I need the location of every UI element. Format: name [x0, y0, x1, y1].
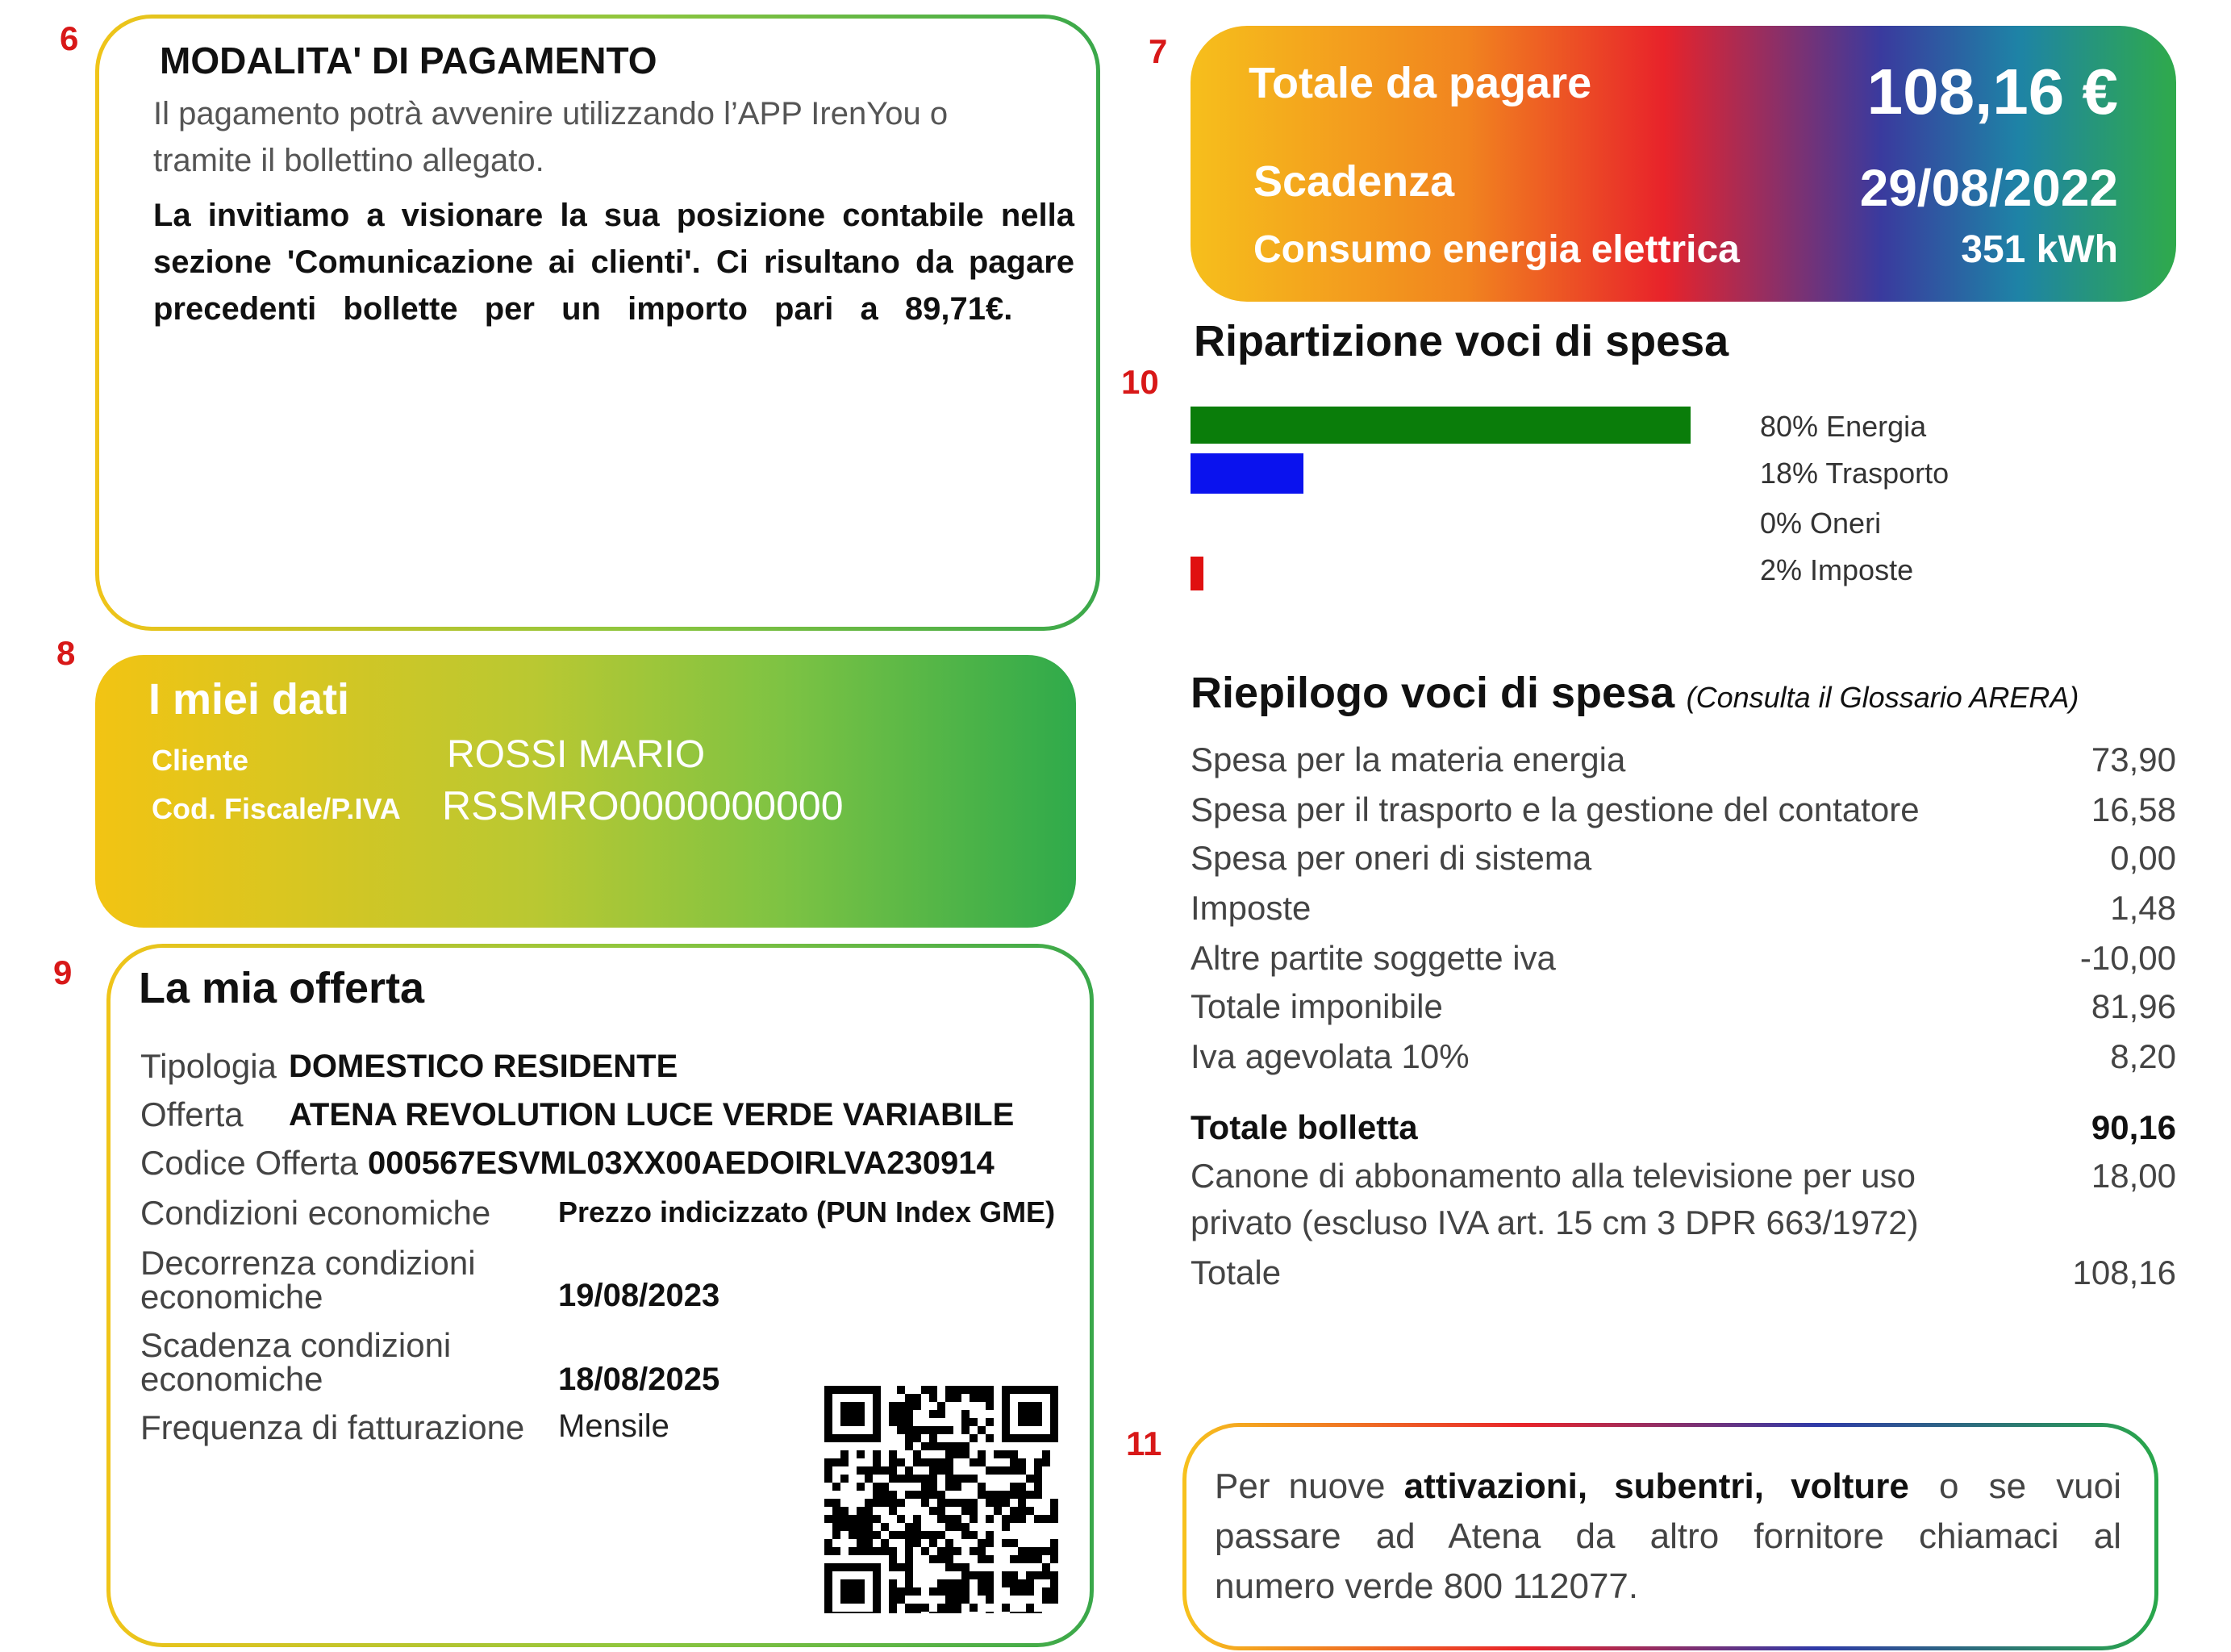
row-value: 90,16 — [2091, 1108, 2176, 1146]
decorrenza-label-line2: economiche — [140, 1278, 323, 1316]
totale-row — [1191, 1254, 2176, 1300]
row-value: 16,58 — [2091, 791, 2176, 828]
due-date-label: Scadenza — [1253, 157, 1455, 206]
section-number-7: 7 — [1149, 32, 1168, 70]
offer-title: La mia offerta — [139, 964, 425, 1012]
activation-line3: numero verde 800 112077. — [1215, 1566, 1639, 1606]
row-label: Totale imponibile — [1191, 987, 1443, 1025]
section-number-9: 9 — [53, 953, 73, 991]
total-label: Totale da pagare — [1249, 59, 1592, 107]
frequenza-value: Mensile — [558, 1408, 669, 1444]
tipologia-label: Tipologia — [140, 1047, 277, 1085]
bar-trasporto — [1191, 453, 1303, 494]
riepilogo-row — [1191, 740, 2176, 787]
bar-label-energia: 80% Energia — [1760, 410, 1927, 443]
qr-code — [824, 1386, 1058, 1613]
row-label: Totale — [1191, 1254, 1282, 1291]
bar-label-imposte: 2% Imposte — [1760, 553, 1914, 586]
bar-imposte — [1191, 557, 1203, 590]
payment-text-line1: Il pagamento potrà avvenire utilizzando l’APP IrenYou o — [153, 96, 949, 131]
consumption-label: Consumo energia elettrica — [1253, 228, 1740, 271]
ripartizione-title: Ripartizione voci di spesa — [1194, 317, 1729, 365]
row-label: Spesa per oneri di sistema — [1191, 839, 1592, 877]
row-label: Spesa per la materia energia — [1191, 740, 1626, 778]
row-value: -10,00 — [2079, 939, 2176, 977]
canone-row — [1191, 1157, 2176, 1254]
tipologia-value: DOMESTICO RESIDENTE — [289, 1049, 678, 1084]
my-data-title: I miei dati — [148, 675, 350, 724]
canone-label-line1: Canone di abbonamento alla televisione per uso — [1191, 1157, 1916, 1195]
tax-code-value: RSSMRO0000000000 — [442, 783, 844, 828]
bar-energia — [1191, 407, 1691, 444]
section-number-10: 10 — [1121, 363, 1159, 401]
activation-line2: passare ad Atena da altro fornitore chiamaci al — [1215, 1516, 2121, 1556]
tax-code-label: Cod. Fiscale/P.IVA — [152, 792, 401, 825]
row-value: 73,90 — [2091, 740, 2176, 778]
activation-text: Per nuove — [1215, 1466, 1404, 1506]
riepilogo-title: Riepilogo voci di spesa — [1191, 669, 1675, 717]
payment-title: MODALITA' DI PAGAMENTO — [160, 40, 657, 81]
riepilogo-row — [1191, 1037, 2176, 1084]
riepilogo-row — [1191, 839, 2176, 886]
row-value: 18,00 — [2091, 1157, 2176, 1195]
scadenza-value: 18/08/2025 — [558, 1362, 720, 1397]
decorrenza-value: 19/08/2023 — [558, 1278, 720, 1313]
payment-text-line2: tramite il bollettino allegato. — [153, 143, 544, 178]
payment-bold-line2: sezione 'Comunicazione ai clienti'. Ci risultano da pagare — [153, 244, 1074, 280]
riepilogo-row — [1191, 889, 2176, 936]
row-label: Iva agevolata 10% — [1191, 1037, 1470, 1075]
section-number-11: 11 — [1126, 1425, 1162, 1462]
scadenza-label-line2: economiche — [140, 1360, 323, 1398]
due-date-value: 29/08/2022 — [1859, 159, 2118, 217]
condizioni-value: Prezzo indicizzato (PUN Index GME) — [558, 1195, 1056, 1229]
activation-text: o se vuoi — [1908, 1466, 2121, 1506]
offerta-value: ATENA REVOLUTION LUCE VERDE VARIABILE — [289, 1097, 1015, 1133]
row-value: 0,00 — [2110, 839, 2176, 877]
my-data-box — [95, 655, 1076, 928]
riepilogo-row — [1191, 791, 2176, 837]
total-box — [1191, 26, 2176, 302]
row-value: 108,16 — [2072, 1254, 2176, 1291]
riepilogo-row — [1191, 939, 2176, 986]
codice-offerta-label: Codice Offerta — [140, 1144, 359, 1182]
payment-bold-line1: La invitiamo a visionare la sua posizione contabile nella — [153, 198, 1074, 233]
bar-label-oneri: 0% Oneri — [1760, 507, 1882, 540]
canone-label-line2: privato (escluso IVA art. 15 cm 3 DPR 663/1972) — [1191, 1204, 1919, 1241]
row-label: Imposte — [1191, 889, 1311, 927]
condizioni-label: Condizioni economiche — [140, 1194, 491, 1232]
row-value: 1,48 — [2110, 889, 2176, 927]
row-value: 81,96 — [2091, 987, 2176, 1025]
riepilogo-heading — [1191, 668, 2079, 718]
activation-bold-text: attivazioni, subentri, volture — [1403, 1466, 1909, 1506]
activation-line1 — [1215, 1466, 2121, 1507]
offerta-label: Offerta — [140, 1095, 244, 1133]
client-value: ROSSI MARIO — [447, 733, 706, 776]
client-label: Cliente — [152, 744, 249, 777]
row-label: Totale bolletta — [1191, 1108, 1418, 1146]
section-number-8: 8 — [56, 634, 76, 672]
riepilogo-subtitle: (Consulta il Glossario ARERA) — [1686, 681, 2079, 714]
codice-offerta-value: 000567ESVML03XX00AEDOIRLVA230914 — [368, 1145, 995, 1181]
totale-bolletta-row — [1191, 1108, 2176, 1155]
scadenza-label-line1: Scadenza condizioni — [140, 1326, 452, 1364]
row-label: Altre partite soggette iva — [1191, 939, 1556, 977]
row-label: Spesa per il trasporto e la gestione del contatore — [1191, 791, 1920, 828]
total-amount: 108,16 € — [1866, 56, 2118, 127]
decorrenza-label-line1: Decorrenza condizioni — [140, 1244, 476, 1282]
bar-label-trasporto: 18% Trasporto — [1760, 457, 1950, 490]
frequenza-label: Frequenza di fatturazione — [140, 1408, 525, 1446]
consumption-value: 351 kWh — [1961, 228, 2118, 271]
row-value: 8,20 — [2110, 1037, 2176, 1075]
payment-bold-line3: precedenti bollette per un importo pari a 89,71€. — [153, 291, 1013, 327]
riepilogo-row — [1191, 987, 2176, 1034]
section-number-6: 6 — [60, 19, 79, 57]
